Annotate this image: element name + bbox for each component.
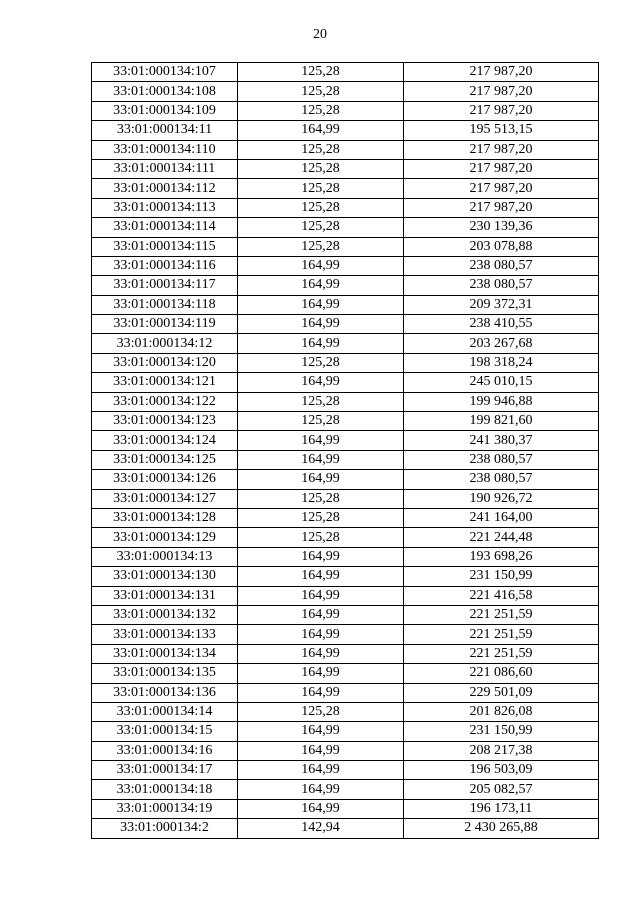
- cadastral-value-cell: 245 010,15: [404, 373, 599, 392]
- cadastral-value-cell: 195 513,15: [404, 121, 599, 140]
- cadastral-number-cell: 33:01:000134:112: [92, 179, 238, 198]
- cadastral-number-cell: 33:01:000134:122: [92, 392, 238, 411]
- cadastral-number-cell: 33:01:000134:110: [92, 140, 238, 159]
- cadastral-number-cell: 33:01:000134:124: [92, 431, 238, 450]
- table-row: [92, 508, 599, 527]
- cadastral-number-cell: 33:01:000134:111: [92, 159, 238, 178]
- area-cell: 164,99: [238, 256, 404, 275]
- cadastral-number-cell: 33:01:000134:130: [92, 567, 238, 586]
- cadastral-number-cell: 33:01:000134:14: [92, 702, 238, 721]
- table-row: [92, 528, 599, 547]
- cadastral-value-cell: 2 430 265,88: [404, 819, 599, 838]
- area-cell: 125,28: [238, 101, 404, 120]
- cadastral-value-cell: 230 139,36: [404, 218, 599, 237]
- area-cell: 164,99: [238, 644, 404, 663]
- cadastral-value-cell: 217 987,20: [404, 159, 599, 178]
- area-cell: 164,99: [238, 605, 404, 624]
- cadastral-value-cell: 217 987,20: [404, 101, 599, 120]
- cadastral-value-cell: 221 086,60: [404, 664, 599, 683]
- cadastral-value-cell: 217 987,20: [404, 140, 599, 159]
- table-row: [92, 780, 599, 799]
- table-row: [92, 722, 599, 741]
- area-cell: 164,99: [238, 586, 404, 605]
- table-row: [92, 470, 599, 489]
- cadastral-number-cell: 33:01:000134:132: [92, 605, 238, 624]
- cadastral-value-cell: 238 410,55: [404, 315, 599, 334]
- area-cell: 125,28: [238, 392, 404, 411]
- cadastral-value-cell: 198 318,24: [404, 353, 599, 372]
- area-cell: 164,99: [238, 722, 404, 741]
- cadastral-number-cell: 33:01:000134:129: [92, 528, 238, 547]
- cadastral-number-cell: 33:01:000134:116: [92, 256, 238, 275]
- table-row: [92, 334, 599, 353]
- cadastral-number-cell: 33:01:000134:18: [92, 780, 238, 799]
- cadastral-number-cell: 33:01:000134:118: [92, 295, 238, 314]
- cadastral-number-cell: 33:01:000134:19: [92, 799, 238, 818]
- area-cell: 164,99: [238, 276, 404, 295]
- cadastral-value-table: [91, 62, 599, 839]
- cadastral-value-cell: 241 164,00: [404, 508, 599, 527]
- table-row: [92, 567, 599, 586]
- cadastral-number-cell: 33:01:000134:115: [92, 237, 238, 256]
- table-row: [92, 431, 599, 450]
- table-row: [92, 547, 599, 566]
- area-cell: 164,99: [238, 683, 404, 702]
- table-row: [92, 159, 599, 178]
- cadastral-value-cell: 199 821,60: [404, 412, 599, 431]
- table-row: [92, 412, 599, 431]
- cadastral-value-cell: 221 244,48: [404, 528, 599, 547]
- area-cell: 164,99: [238, 761, 404, 780]
- cadastral-value-cell: 190 926,72: [404, 489, 599, 508]
- table-row: [92, 392, 599, 411]
- cadastral-number-cell: 33:01:000134:135: [92, 664, 238, 683]
- table-row: [92, 819, 599, 838]
- area-cell: 125,28: [238, 82, 404, 101]
- table-row: [92, 625, 599, 644]
- area-cell: 164,99: [238, 334, 404, 353]
- table-row: [92, 276, 599, 295]
- area-cell: 164,99: [238, 780, 404, 799]
- area-cell: 164,99: [238, 373, 404, 392]
- area-cell: 125,28: [238, 508, 404, 527]
- cadastral-value-cell: 217 987,20: [404, 198, 599, 217]
- table-row: [92, 664, 599, 683]
- cadastral-value-cell: 221 251,59: [404, 605, 599, 624]
- cadastral-value-cell: 231 150,99: [404, 567, 599, 586]
- cadastral-number-cell: 33:01:000134:121: [92, 373, 238, 392]
- table-row: [92, 295, 599, 314]
- cadastral-value-cell: 238 080,57: [404, 256, 599, 275]
- area-cell: 164,99: [238, 547, 404, 566]
- cadastral-value-cell: 196 173,11: [404, 799, 599, 818]
- table-row: [92, 82, 599, 101]
- cadastral-value-cell: 196 503,09: [404, 761, 599, 780]
- table-row: [92, 315, 599, 334]
- area-cell: 142,94: [238, 819, 404, 838]
- area-cell: 125,28: [238, 140, 404, 159]
- cadastral-number-cell: 33:01:000134:120: [92, 353, 238, 372]
- cadastral-value-cell: 238 080,57: [404, 450, 599, 469]
- cadastral-number-cell: 33:01:000134:131: [92, 586, 238, 605]
- area-cell: 164,99: [238, 470, 404, 489]
- cadastral-number-cell: 33:01:000134:133: [92, 625, 238, 644]
- cadastral-number-cell: 33:01:000134:109: [92, 101, 238, 120]
- table-row: [92, 353, 599, 372]
- cadastral-value-cell: 205 082,57: [404, 780, 599, 799]
- area-cell: 164,99: [238, 295, 404, 314]
- table-row: [92, 256, 599, 275]
- area-cell: 125,28: [238, 198, 404, 217]
- table-row: [92, 121, 599, 140]
- area-cell: 125,28: [238, 412, 404, 431]
- cadastral-number-cell: 33:01:000134:107: [92, 63, 238, 82]
- table-row: [92, 101, 599, 120]
- area-cell: 125,28: [238, 489, 404, 508]
- area-cell: 125,28: [238, 528, 404, 547]
- table-row: [92, 218, 599, 237]
- cadastral-number-cell: 33:01:000134:125: [92, 450, 238, 469]
- cadastral-number-cell: 33:01:000134:108: [92, 82, 238, 101]
- table-row: [92, 140, 599, 159]
- area-cell: 125,28: [238, 63, 404, 82]
- cadastral-number-cell: 33:01:000134:113: [92, 198, 238, 217]
- table-row: [92, 605, 599, 624]
- cadastral-number-cell: 33:01:000134:126: [92, 470, 238, 489]
- cadastral-number-cell: 33:01:000134:117: [92, 276, 238, 295]
- table-row: [92, 450, 599, 469]
- page-number: 20: [313, 27, 327, 42]
- cadastral-value-cell: 217 987,20: [404, 179, 599, 198]
- cadastral-value-cell: 238 080,57: [404, 470, 599, 489]
- area-cell: 125,28: [238, 702, 404, 721]
- cadastral-number-cell: 33:01:000134:2: [92, 819, 238, 838]
- cadastral-value-cell: 203 078,88: [404, 237, 599, 256]
- cadastral-value-cell: 221 416,58: [404, 586, 599, 605]
- table-row: [92, 702, 599, 721]
- cadastral-value-cell: 238 080,57: [404, 276, 599, 295]
- area-cell: 125,28: [238, 179, 404, 198]
- table-body: [92, 63, 599, 839]
- table-row: [92, 198, 599, 217]
- cadastral-number-cell: 33:01:000134:136: [92, 683, 238, 702]
- cadastral-number-cell: 33:01:000134:114: [92, 218, 238, 237]
- cadastral-number-cell: 33:01:000134:15: [92, 722, 238, 741]
- area-cell: 164,99: [238, 741, 404, 760]
- table-row: [92, 761, 599, 780]
- cadastral-value-cell: 209 372,31: [404, 295, 599, 314]
- table-row: [92, 237, 599, 256]
- cadastral-value-cell: 199 946,88: [404, 392, 599, 411]
- cadastral-value-cell: 201 826,08: [404, 702, 599, 721]
- cadastral-value-cell: 203 267,68: [404, 334, 599, 353]
- cadastral-number-cell: 33:01:000134:11: [92, 121, 238, 140]
- area-cell: 164,99: [238, 315, 404, 334]
- area-cell: 164,99: [238, 625, 404, 644]
- cadastral-number-cell: 33:01:000134:13: [92, 547, 238, 566]
- cadastral-value-cell: 221 251,59: [404, 644, 599, 663]
- table-row: [92, 799, 599, 818]
- area-cell: 164,99: [238, 431, 404, 450]
- cadastral-number-cell: 33:01:000134:16: [92, 741, 238, 760]
- cadastral-value-cell: 217 987,20: [404, 82, 599, 101]
- cadastral-value-cell: 217 987,20: [404, 63, 599, 82]
- cadastral-number-cell: 33:01:000134:12: [92, 334, 238, 353]
- table-row: [92, 741, 599, 760]
- cadastral-number-cell: 33:01:000134:119: [92, 315, 238, 334]
- area-cell: 164,99: [238, 567, 404, 586]
- area-cell: 125,28: [238, 218, 404, 237]
- table-row: [92, 586, 599, 605]
- area-cell: 125,28: [238, 159, 404, 178]
- cadastral-value-cell: 221 251,59: [404, 625, 599, 644]
- table-row: [92, 373, 599, 392]
- area-cell: 164,99: [238, 799, 404, 818]
- area-cell: 164,99: [238, 450, 404, 469]
- cadastral-number-cell: 33:01:000134:127: [92, 489, 238, 508]
- area-cell: 125,28: [238, 237, 404, 256]
- area-cell: 164,99: [238, 664, 404, 683]
- cadastral-value-cell: 193 698,26: [404, 547, 599, 566]
- table-row: [92, 63, 599, 82]
- area-cell: 125,28: [238, 353, 404, 372]
- area-cell: 164,99: [238, 121, 404, 140]
- cadastral-value-cell: 229 501,09: [404, 683, 599, 702]
- table-row: [92, 683, 599, 702]
- table-row: [92, 179, 599, 198]
- cadastral-number-cell: 33:01:000134:17: [92, 761, 238, 780]
- cadastral-number-cell: 33:01:000134:123: [92, 412, 238, 431]
- cadastral-value-cell: 231 150,99: [404, 722, 599, 741]
- cadastral-value-cell: 241 380,37: [404, 431, 599, 450]
- table-row: [92, 644, 599, 663]
- cadastral-number-cell: 33:01:000134:134: [92, 644, 238, 663]
- cadastral-value-cell: 208 217,38: [404, 741, 599, 760]
- table-row: [92, 489, 599, 508]
- cadastral-number-cell: 33:01:000134:128: [92, 508, 238, 527]
